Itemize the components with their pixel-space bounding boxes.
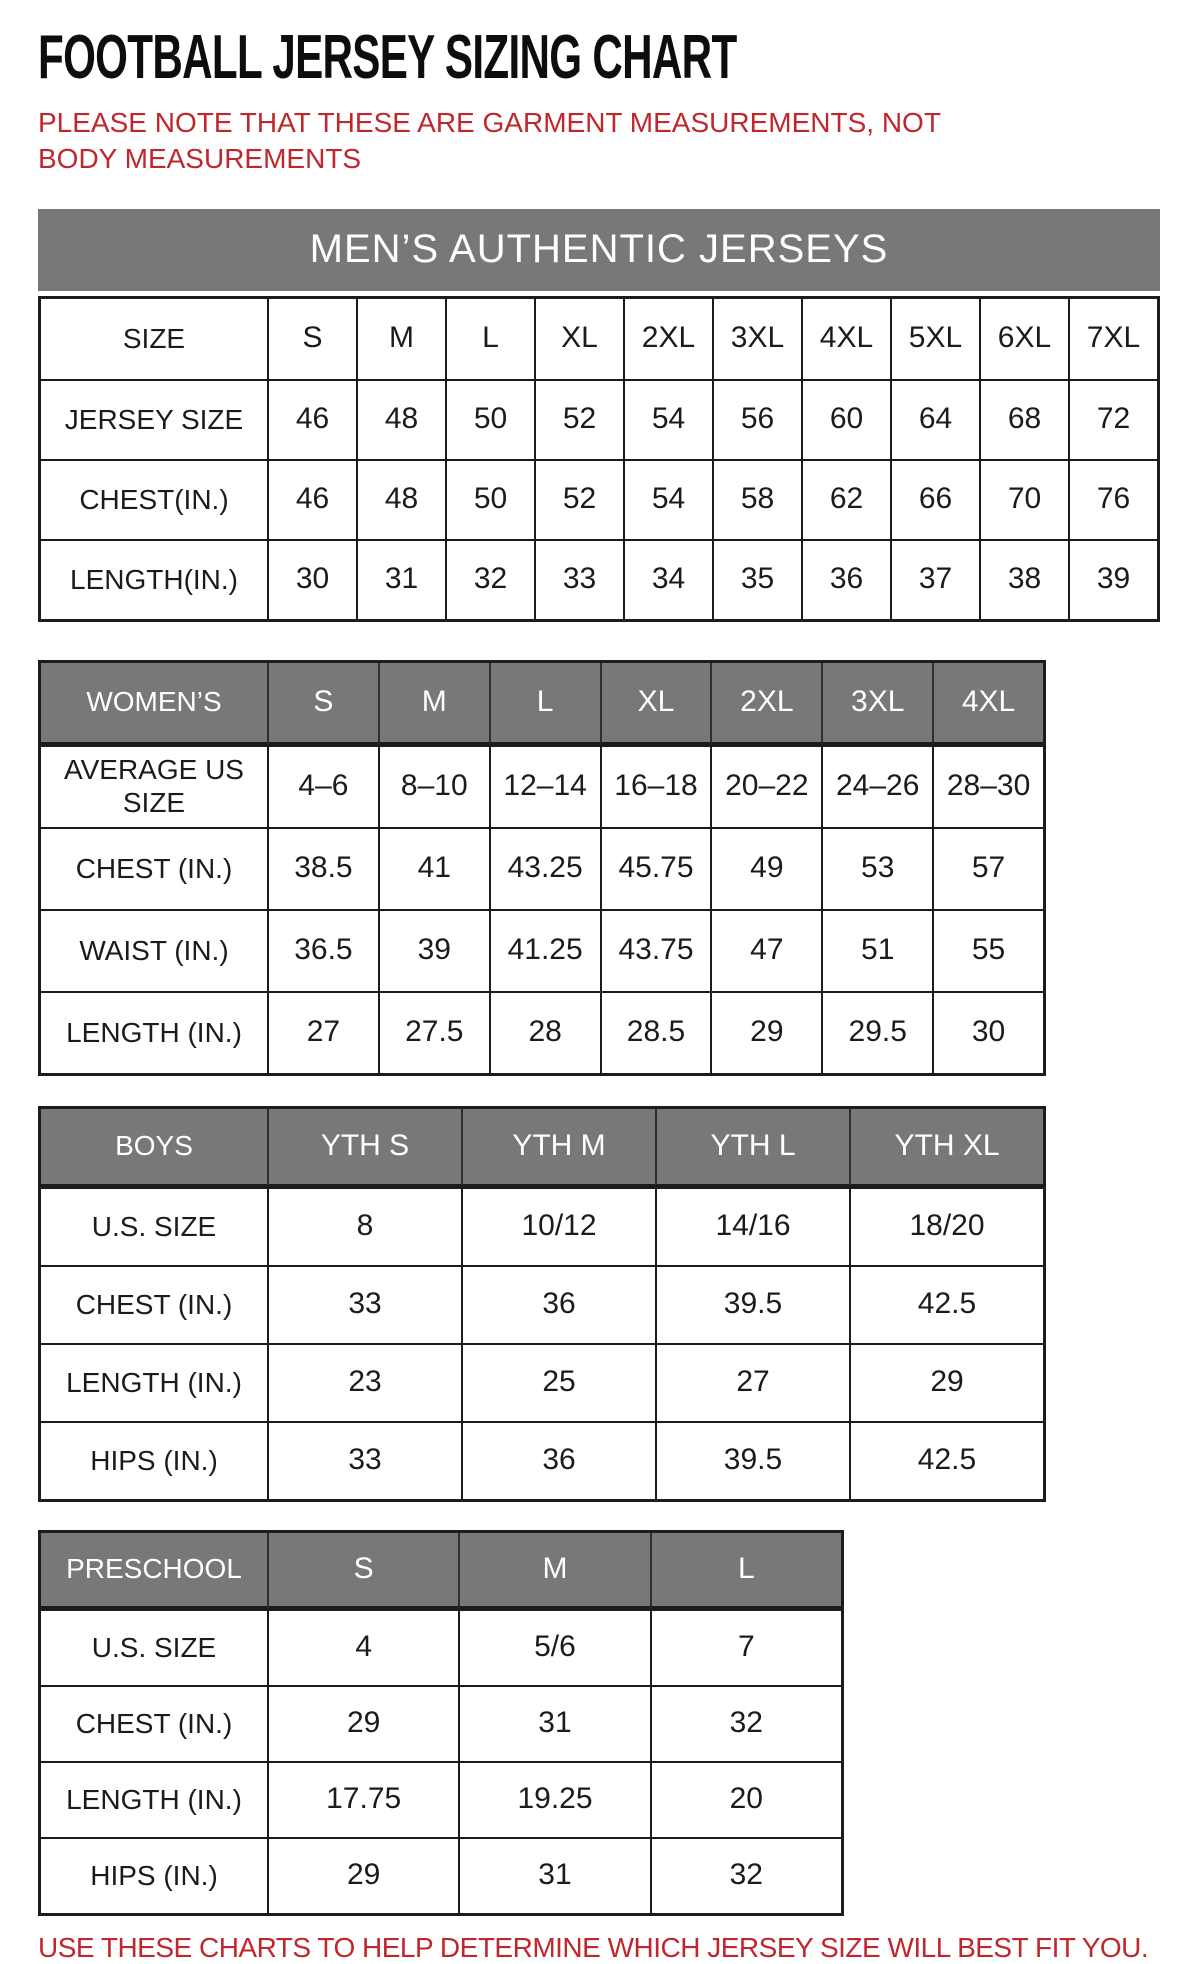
mens-authentic-jerseys-column-header: 5XL xyxy=(890,299,979,379)
mens-authentic-jerseys-value-cell: 38 xyxy=(979,539,1068,619)
womens-value-cell: 24–26 xyxy=(821,745,932,827)
preschool-value-cell: 31 xyxy=(458,1685,649,1761)
preschool-value-cell: 29 xyxy=(267,1685,458,1761)
womens-value-cell: 29.5 xyxy=(821,991,932,1073)
mens-authentic-jerseys-value-cell: 48 xyxy=(356,379,445,459)
mens-authentic-jerseys-row-label: LENGTH(IN.) xyxy=(41,539,267,619)
womens-value-cell: 28.5 xyxy=(600,991,711,1073)
womens-column-header: XL xyxy=(600,663,711,745)
womens-value-cell: 47 xyxy=(710,909,821,991)
preschool-row-label: CHEST (IN.) xyxy=(41,1685,267,1761)
womens-column-header: 4XL xyxy=(932,663,1043,745)
mens-authentic-jerseys-column-header: L xyxy=(445,299,534,379)
womens-value-cell: 41.25 xyxy=(489,909,600,991)
womens-value-cell: 39 xyxy=(378,909,489,991)
womens-table-section xyxy=(38,660,1162,1076)
preschool-grid xyxy=(38,1530,844,1916)
womens-column-header: WOMEN’S xyxy=(41,663,267,745)
boys-grid xyxy=(38,1106,1046,1502)
preschool-table-section xyxy=(38,1530,1162,1916)
womens-column-header: 3XL xyxy=(821,663,932,745)
womens-value-cell: 43.75 xyxy=(600,909,711,991)
womens-value-cell: 8–10 xyxy=(378,745,489,827)
womens-column-header: S xyxy=(267,663,378,745)
mens-authentic-jerseys-value-cell: 66 xyxy=(890,459,979,539)
womens-row-label: CHEST (IN.) xyxy=(41,827,267,909)
womens-value-cell: 51 xyxy=(821,909,932,991)
preschool-row-label: LENGTH (IN.) xyxy=(41,1761,267,1837)
boys-value-cell: 23 xyxy=(267,1343,461,1421)
boys-row-label: CHEST (IN.) xyxy=(41,1265,267,1343)
mens-authentic-jerseys-value-cell: 36 xyxy=(801,539,890,619)
garment-measurements-note: PLEASE NOTE THAT THESE ARE GARMENT MEASUREMENTS, NOT BODY MEASUREMENTS xyxy=(38,107,941,174)
womens-value-cell: 57 xyxy=(932,827,1043,909)
womens-value-cell: 53 xyxy=(821,827,932,909)
boys-column-header: BOYS xyxy=(41,1109,267,1187)
mens-authentic-jerseys-value-cell: 39 xyxy=(1068,539,1157,619)
preschool-row-label: U.S. SIZE xyxy=(41,1609,267,1685)
page-title: FOOTBALL JERSEY SIZING CHART xyxy=(38,23,737,92)
womens-value-cell: 45.75 xyxy=(600,827,711,909)
womens-column-header: M xyxy=(378,663,489,745)
womens-row-label: AVERAGE US SIZE xyxy=(41,745,267,827)
boys-value-cell: 29 xyxy=(849,1343,1043,1421)
boys-column-header: YTH L xyxy=(655,1109,849,1187)
preschool-column-header: S xyxy=(267,1533,458,1609)
mens-authentic-jerseys-column-header: XL xyxy=(534,299,623,379)
mens-authentic-jerseys-value-cell: 33 xyxy=(534,539,623,619)
preschool-size-table xyxy=(38,1530,1162,1916)
mens-authentic-jerseys-value-cell: 60 xyxy=(801,379,890,459)
womens-value-cell: 38.5 xyxy=(267,827,378,909)
mens-authentic-jerseys-value-cell: 62 xyxy=(801,459,890,539)
mens-authentic-jerseys-value-cell: 72 xyxy=(1068,379,1157,459)
boys-value-cell: 27 xyxy=(655,1343,849,1421)
mens-authentic-jerseys-value-cell: 48 xyxy=(356,459,445,539)
mens-authentic-jerseys-value-cell: 76 xyxy=(1068,459,1157,539)
preschool-value-cell: 19.25 xyxy=(458,1761,649,1837)
preschool-value-cell: 31 xyxy=(458,1837,649,1913)
mens-authentic-jerseys-value-cell: 64 xyxy=(890,379,979,459)
mens-authentic-jerseys-row-label: JERSEY SIZE xyxy=(41,379,267,459)
mens-authentic-jerseys-value-cell: 37 xyxy=(890,539,979,619)
mens-authentic-jerseys-value-cell: 46 xyxy=(267,459,356,539)
womens-value-cell: 49 xyxy=(710,827,821,909)
preschool-value-cell: 7 xyxy=(650,1609,841,1685)
mens-authentic-jerseys-value-cell: 54 xyxy=(623,459,712,539)
womens-value-cell: 43.25 xyxy=(489,827,600,909)
preschool-value-cell: 32 xyxy=(650,1837,841,1913)
boys-value-cell: 18/20 xyxy=(849,1187,1043,1265)
boys-column-header: YTH S xyxy=(267,1109,461,1187)
boys-value-cell: 42.5 xyxy=(849,1421,1043,1499)
boys-value-cell: 39.5 xyxy=(655,1421,849,1499)
mens-authentic-jerseys-column-header: 7XL xyxy=(1068,299,1157,379)
boys-value-cell: 25 xyxy=(461,1343,655,1421)
mens-authentic-jerseys-value-cell: 46 xyxy=(267,379,356,459)
boys-table-section xyxy=(38,1106,1162,1502)
mens-authentic-jerseys-value-cell: 70 xyxy=(979,459,1068,539)
preschool-value-cell: 29 xyxy=(267,1837,458,1913)
womens-value-cell: 12–14 xyxy=(489,745,600,827)
mens-authentic-jerseys-value-cell: 52 xyxy=(534,379,623,459)
mens-authentic-jerseys-value-cell: 54 xyxy=(623,379,712,459)
mens-authentic-jerseys-value-cell: 52 xyxy=(534,459,623,539)
womens-value-cell: 36.5 xyxy=(267,909,378,991)
mens-authentic-jerseys-column-header: 4XL xyxy=(801,299,890,379)
boys-row-label: HIPS (IN.) xyxy=(41,1421,267,1499)
mens-authentic-jerseys-value-cell: 31 xyxy=(356,539,445,619)
womens-column-header: 2XL xyxy=(710,663,821,745)
womens-size-table xyxy=(38,660,1162,1076)
mens-authentic-jerseys-value-cell: 58 xyxy=(712,459,801,539)
mens-authentic-jerseys-column-header: SIZE xyxy=(122,322,186,354)
womens-value-cell: 4–6 xyxy=(267,745,378,827)
preschool-column-header: M xyxy=(458,1533,649,1609)
mens-authentic-jerseys-grid xyxy=(38,296,1160,622)
mens-authentic-jerseys-value-cell: 32 xyxy=(445,539,534,619)
mens-authentic-jerseys-column-header: 2XL xyxy=(623,299,712,379)
mens-authentic-jerseys-column-header: 3XL xyxy=(712,299,801,379)
boys-column-header: YTH XL xyxy=(849,1109,1043,1187)
boys-value-cell: 36 xyxy=(461,1265,655,1343)
mens-table-section xyxy=(38,209,1162,622)
preschool-value-cell: 4 xyxy=(267,1609,458,1685)
mens-authentic-jerseys-column-header: S xyxy=(267,299,356,379)
womens-value-cell: 28–30 xyxy=(932,745,1043,827)
mens-authentic-jerseys-value-cell: 50 xyxy=(445,459,534,539)
womens-value-cell: 29 xyxy=(710,991,821,1073)
womens-row-label: LENGTH (IN.) xyxy=(41,991,267,1073)
boys-value-cell: 39.5 xyxy=(655,1265,849,1343)
preschool-value-cell: 5/6 xyxy=(458,1609,649,1685)
boys-row-label: U.S. SIZE xyxy=(41,1187,267,1265)
womens-value-cell: 16–18 xyxy=(600,745,711,827)
boys-value-cell: 36 xyxy=(461,1421,655,1499)
preschool-value-cell: 17.75 xyxy=(267,1761,458,1837)
mens-authentic-jerseys-row-label: CHEST(IN.) xyxy=(41,459,267,539)
preschool-value-cell: 32 xyxy=(650,1685,841,1761)
womens-value-cell: 55 xyxy=(932,909,1043,991)
boys-size-table xyxy=(38,1106,1162,1502)
footer-note: USE THESE CHARTS TO HELP DETERMINE WHICH JERSEY SIZE WILL BEST FIT YOU. xyxy=(38,1931,1149,1963)
womens-row-label: WAIST (IN.) xyxy=(41,909,267,991)
boys-value-cell: 33 xyxy=(267,1265,461,1343)
mens-size-table xyxy=(38,296,1162,622)
womens-value-cell: 27.5 xyxy=(378,991,489,1073)
womens-value-cell: 27 xyxy=(267,991,378,1073)
mens-table-banner: MEN’S AUTHENTIC JERSEYS xyxy=(38,209,1160,291)
womens-value-cell: 41 xyxy=(378,827,489,909)
mens-authentic-jerseys-column-header: M xyxy=(356,299,445,379)
boys-column-header: YTH M xyxy=(461,1109,655,1187)
womens-grid xyxy=(38,660,1046,1076)
boys-value-cell: 14/16 xyxy=(655,1187,849,1265)
womens-value-cell: 28 xyxy=(489,991,600,1073)
boys-value-cell: 8 xyxy=(267,1187,461,1265)
mens-authentic-jerseys-value-cell: 35 xyxy=(712,539,801,619)
mens-authentic-jerseys-value-cell: 68 xyxy=(979,379,1068,459)
womens-column-header: L xyxy=(489,663,600,745)
preschool-row-label: HIPS (IN.) xyxy=(41,1837,267,1913)
boys-value-cell: 33 xyxy=(267,1421,461,1499)
boys-row-label: LENGTH (IN.) xyxy=(41,1343,267,1421)
womens-value-cell: 30 xyxy=(932,991,1043,1073)
preschool-column-header: PRESCHOOL xyxy=(41,1533,267,1609)
boys-value-cell: 10/12 xyxy=(461,1187,655,1265)
preschool-value-cell: 20 xyxy=(650,1761,841,1837)
mens-authentic-jerseys-value-cell: 30 xyxy=(267,539,356,619)
mens-authentic-jerseys-value-cell: 56 xyxy=(712,379,801,459)
mens-authentic-jerseys-value-cell: 50 xyxy=(445,379,534,459)
womens-value-cell: 20–22 xyxy=(710,745,821,827)
mens-authentic-jerseys-value-cell: 34 xyxy=(623,539,712,619)
boys-value-cell: 42.5 xyxy=(849,1265,1043,1343)
preschool-column-header: L xyxy=(650,1533,841,1609)
mens-authentic-jerseys-column-header: 6XL xyxy=(979,299,1068,379)
